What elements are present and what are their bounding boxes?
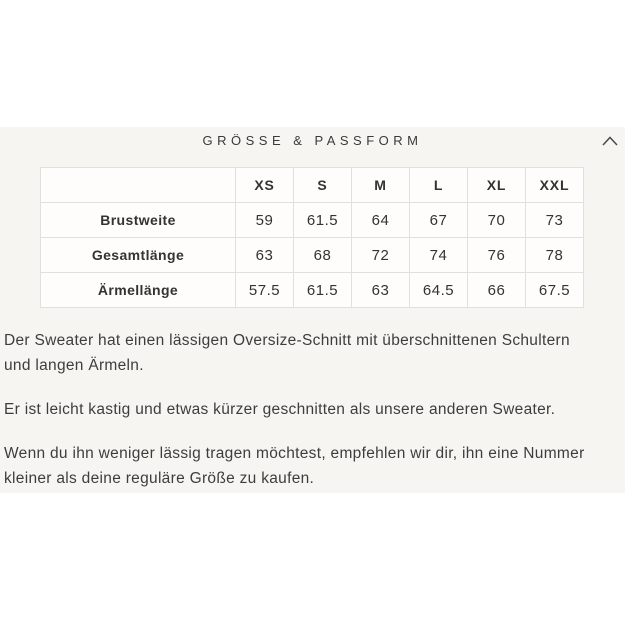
measurement-label: Brustweite — [41, 203, 236, 238]
table-row — [41, 238, 584, 273]
measurement-value: 66 — [468, 273, 526, 308]
measurement-value: 73 — [526, 203, 584, 238]
measurement-value: 61.5 — [294, 273, 352, 308]
measurement-value: 70 — [468, 203, 526, 238]
size-column-header: L — [410, 168, 468, 203]
measurement-value: 74 — [410, 238, 468, 273]
size-column-header: XXL — [526, 168, 584, 203]
measurement-value: 67 — [410, 203, 468, 238]
fit-description-paragraph: Wenn du ihn weniger lässig tragen möchtest, empfehlen wir dir, ihn eine Nummer kleiner als deine reguläre Größe zu kaufen. — [4, 445, 585, 487]
fit-description-paragraph: Er ist leicht kastig und etwas kürzer geschnitten als unsere anderen Sweater. — [4, 401, 556, 418]
measurement-value: 63 — [236, 238, 294, 273]
measurement-value: 57.5 — [236, 273, 294, 308]
measurement-value: 61.5 — [294, 203, 352, 238]
chevron-up-icon[interactable] — [602, 136, 618, 146]
size-column-header: S — [294, 168, 352, 203]
size-column-header: M — [352, 168, 410, 203]
measurement-label: Gesamtlänge — [41, 238, 236, 273]
empty-corner-cell — [41, 168, 236, 203]
size-column-header: XL — [468, 168, 526, 203]
measurement-value: 68 — [294, 238, 352, 273]
table-row — [41, 203, 584, 238]
size-fit-section — [0, 127, 625, 493]
measurement-value: 67.5 — [526, 273, 584, 308]
size-table-header-row — [41, 168, 584, 203]
size-table — [40, 167, 584, 308]
measurement-value: 59 — [236, 203, 294, 238]
table-row — [41, 273, 584, 308]
fit-description-paragraph: Der Sweater hat einen lässigen Oversize-Schnitt mit überschnittenen Schultern und langen Ärmeln. — [4, 332, 570, 374]
measurement-value: 64.5 — [410, 273, 468, 308]
measurement-value: 72 — [352, 238, 410, 273]
measurement-value: 63 — [352, 273, 410, 308]
measurement-value: 76 — [468, 238, 526, 273]
measurement-value: 64 — [352, 203, 410, 238]
size-fit-accordion-header[interactable] — [0, 127, 625, 159]
measurement-label: Ärmellänge — [41, 273, 236, 308]
section-title: GRÖSSE & PASSFORM — [202, 133, 423, 148]
measurement-value: 78 — [526, 238, 584, 273]
size-column-header: XS — [236, 168, 294, 203]
fit-description — [4, 328, 594, 510]
